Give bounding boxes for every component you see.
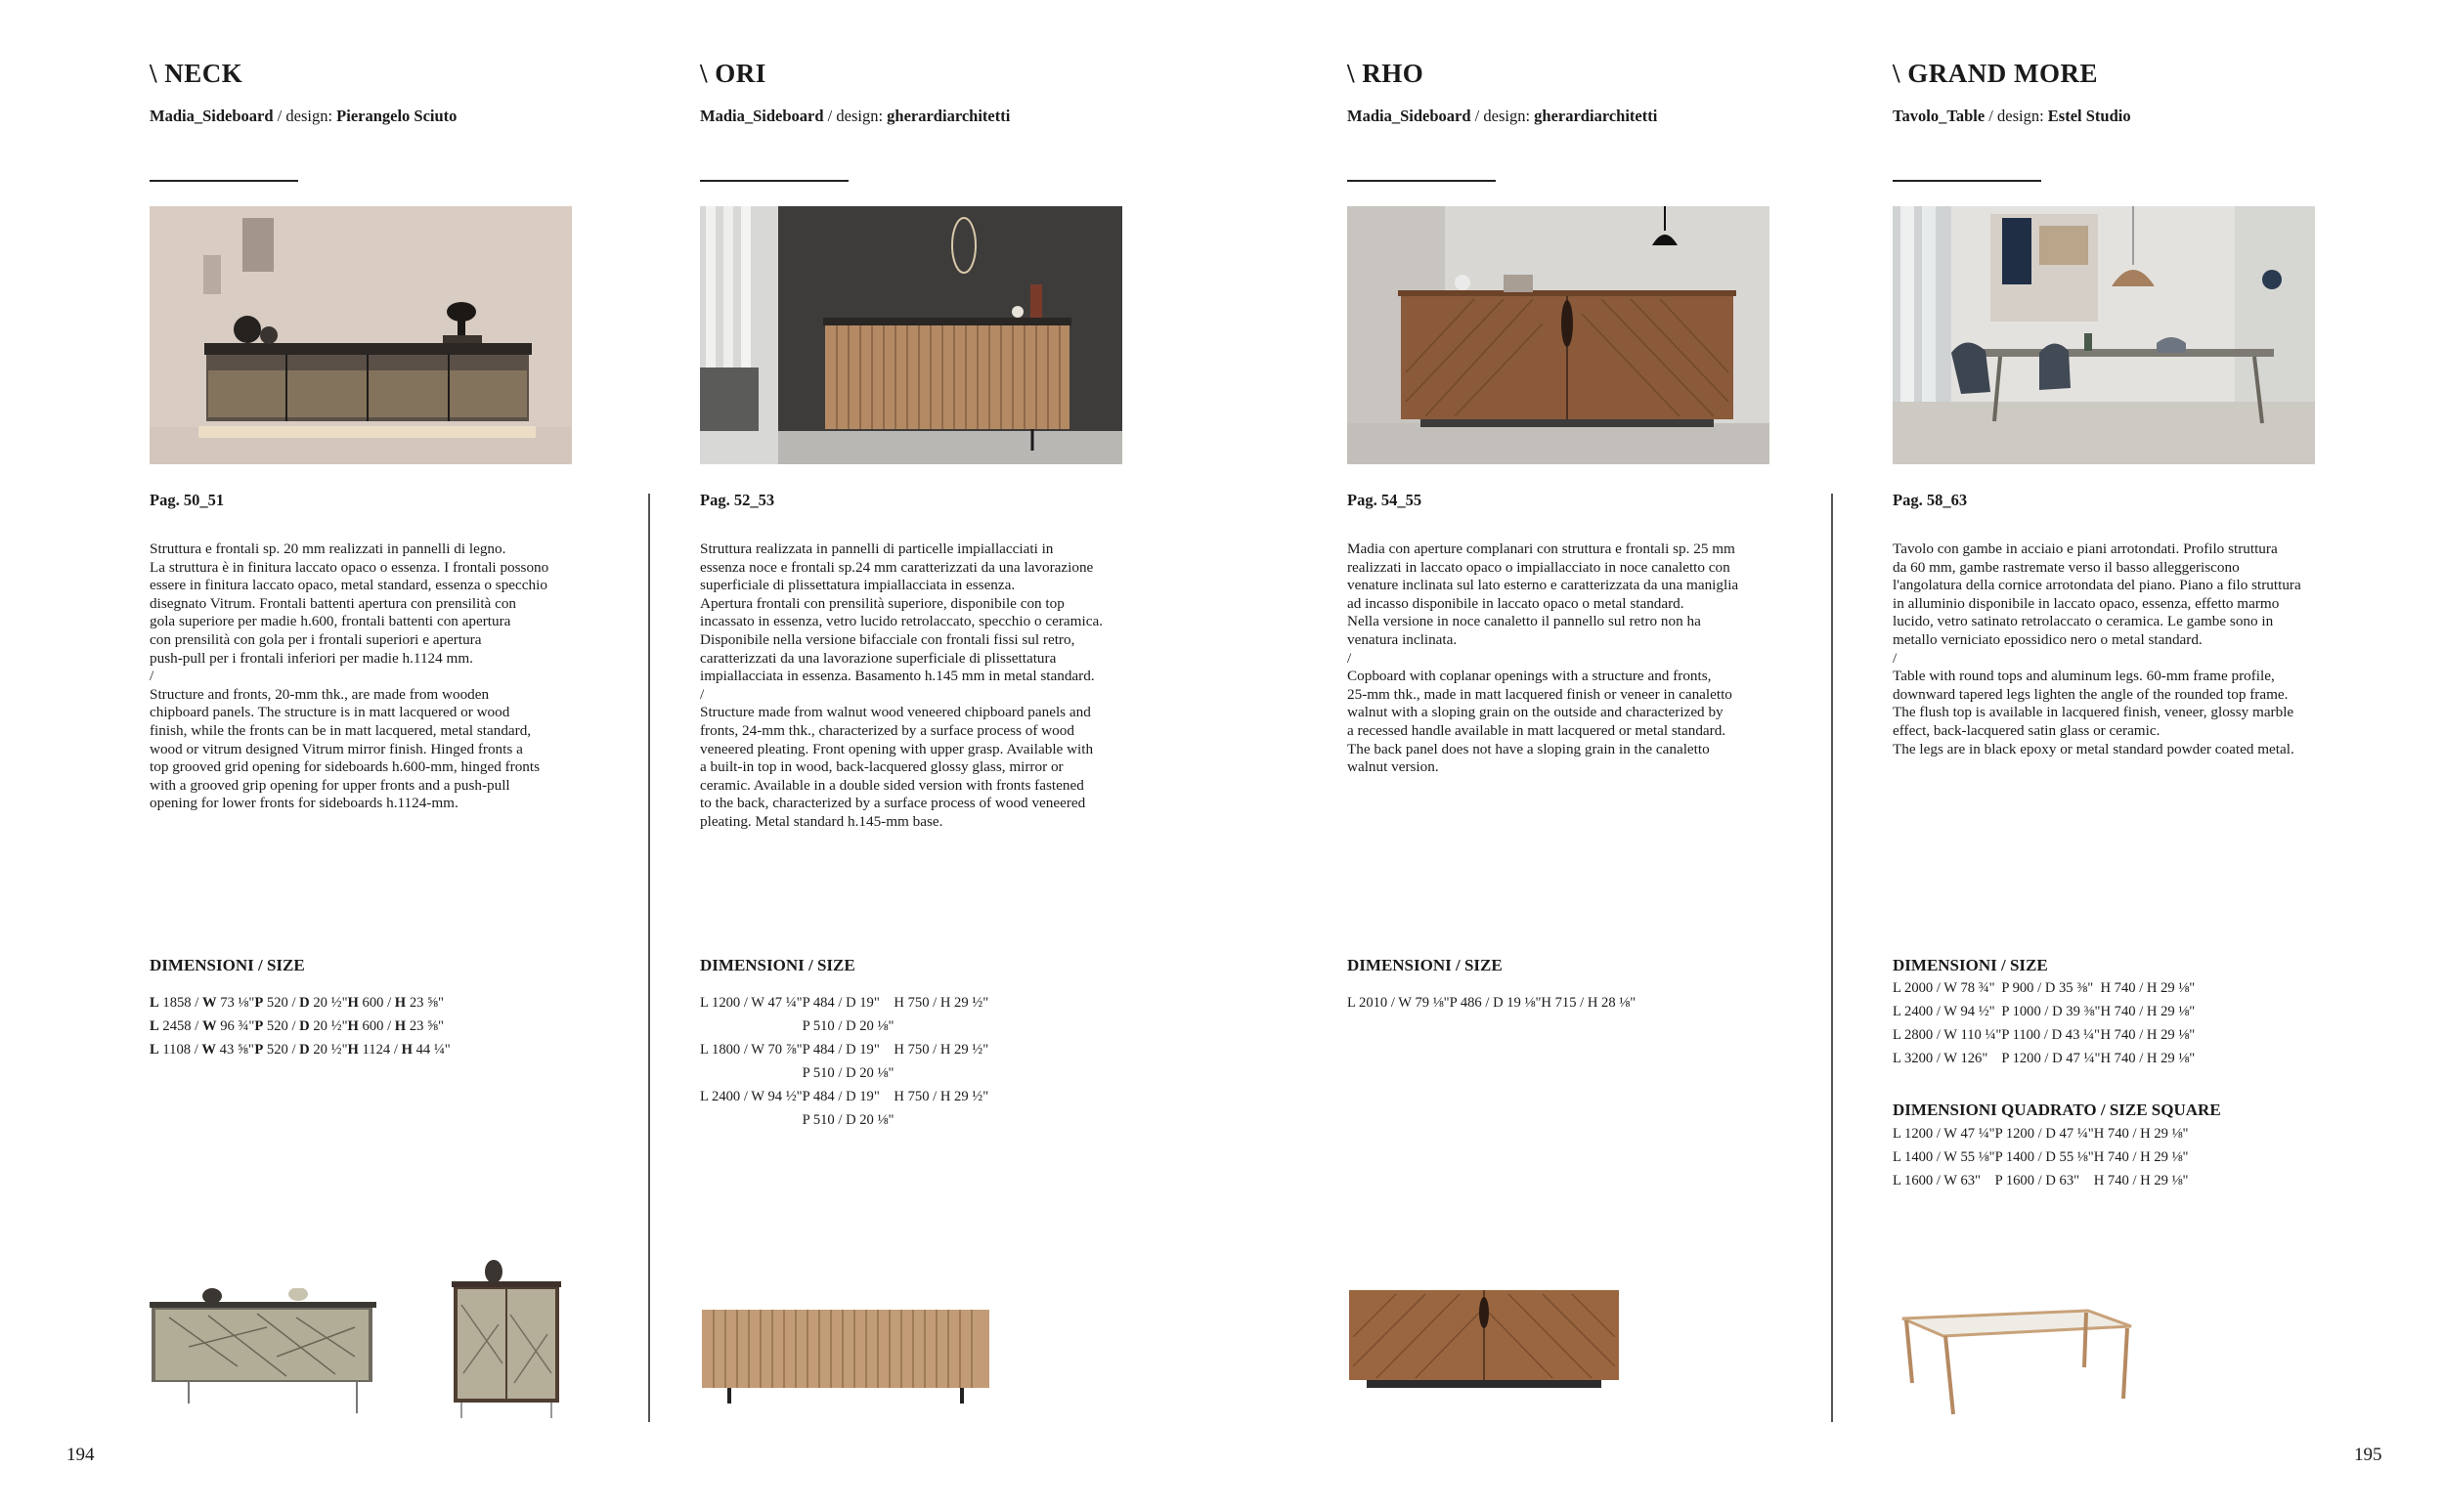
dimensions-heading: DIMENSIONI / SIZE — [700, 956, 855, 974]
page-number-left: 194 — [66, 1445, 95, 1465]
table-row: L 1400 / W 55 ⅛" P 1400 / D 55 ⅛" H 740 / H 29 ⅛" — [1893, 1149, 2189, 1165]
table-row: L 1200 / W 47 ¼" P 484 / D 19" H 750 / H 29 ½" — [700, 995, 989, 1011]
product-title: \ ORI — [700, 59, 766, 88]
product-image-ori-sideboard — [700, 1308, 993, 1420]
dimensions-table — [1347, 995, 1636, 1018]
dimensions-heading: DIMENSIONI / SIZE — [1893, 956, 2048, 974]
product-title: \ NECK — [150, 59, 243, 88]
dimensions-table — [700, 995, 988, 1136]
product-description: Struttura realizzata in pannelli di particelle impiallacciati in essenza noce e frontali sp.24 mm caratterizzati da una lavorazione superficiale di plissettatura impiallacciata in essenza. Apertura frontali con prensilità superiore, disponibile con top incassato in essenza, vetro lucido retrolaccato, specchio o ceramica. Disponibile nella versione bifacciale con frontali fissi sul retro, caratterizzati da una lavorazione superficiale di plissettatura impiallacciata in essenza. Basamento h.145 mm in metal standard. / Structure made from walnut wood veneered chipboard panels and fronts, 24-mm thk., characterized by a surface process of wood veneered pleating. Front opening with upper grasp. Available with a built-in top in wood, back-lacquered glossy glass, mirror or ceramic. Available in a double sided version with fronts fastened to the back, characterized by a surface process of wood veneered pleating. Metal standard h.145-mm base. — [700, 540, 1103, 830]
table-row: L 1200 / W 47 ¼" P 1200 / D 47 ¼" H 740 / H 29 ⅛" — [1893, 1126, 2189, 1142]
page-reference: Pag. 58_63 — [1893, 491, 1968, 509]
table-row: P 510 / D 20 ⅛" — [802, 1112, 895, 1128]
dimensions-square-table — [1893, 1126, 2188, 1196]
title-rule — [1893, 180, 2041, 182]
page-reference: Pag. 54_55 — [1347, 491, 1422, 509]
ambient-photo-ori — [700, 206, 1122, 464]
product-image-rho-sideboard — [1347, 1288, 1621, 1401]
product-image-neck-sideboard — [150, 1288, 376, 1430]
dimensions-heading: DIMENSIONI / SIZE — [1347, 956, 1503, 974]
table-row: L 2400 / W 94 ½" P 484 / D 19" H 750 / H 29 ½" — [700, 1089, 989, 1104]
dimensions-heading: DIMENSIONI / SIZE — [150, 956, 305, 974]
product-description: Tavolo con gambe in acciaio e piani arrotondati. Profilo struttura da 60 mm, gambe rastremate verso il basso alleggeriscono l'angolatura della cornice arrotondata del piano. Piano a filo struttura in alluminio disponibile in laccato opaco, essenza, effetto marmo lucido, vetro satinato retrolaccato o ceramica. Le gambe sono in metallo verniciato epossidico nero o metal standard. / Table with round tops and aluminum legs. 60-mm frame profile, downward tapered legs lighten the angle of the rounded top frame. The flush top is available in lacquered finish, veneer, glossy marble effect, back-lacquered satin glass or ceramic. The legs are in black epoxy or metal standard powder coated metal. — [1893, 540, 2301, 757]
table-row: L 1600 / W 63" P 1600 / D 63" H 740 / H 29 ⅛" — [1893, 1173, 2189, 1188]
ambient-photo-grand-more — [1893, 206, 2315, 464]
column-divider — [648, 494, 650, 1422]
column-divider — [1831, 494, 1833, 1422]
page-reference: Pag. 50_51 — [150, 491, 225, 509]
product-subtitle: Madia_Sideboard / design: gherardiarchitetti — [1347, 107, 1658, 125]
ambient-photo-rho — [1347, 206, 1769, 464]
dimensions-table — [1893, 980, 2195, 1074]
table-row: L 1858 / W 73 ⅛" P 520 / D 20 ½" H 600 / H 23 ⅝" — [150, 995, 444, 1011]
table-row: L 3200 / W 126" P 1200 / D 47 ¼" H 740 / H 29 ⅛" — [1893, 1051, 2196, 1066]
product-title: \ RHO — [1347, 59, 1424, 88]
table-row: L 2000 / W 78 ¾" P 900 / D 35 ⅜" H 740 / H 29 ⅛" — [1893, 980, 2196, 996]
product-subtitle: Madia_Sideboard / design: Pierangelo Sciuto — [150, 107, 458, 125]
table-row: L 2010 / W 79 ⅛" P 486 / D 19 ⅛" H 715 / H 28 ⅛" — [1347, 995, 1637, 1011]
table-row: L 2800 / W 110 ¼" P 1100 / D 43 ¼" H 740 / H 29 ⅛" — [1893, 1027, 2196, 1043]
dimensions-square-heading: DIMENSIONI QUADRATO / SIZE SQUARE — [1893, 1101, 2221, 1119]
product-title: \ GRAND MORE — [1893, 59, 2098, 88]
product-subtitle: Madia_Sideboard / design: gherardiarchitetti — [700, 107, 1011, 125]
table-row: P 510 / D 20 ⅛" — [802, 1065, 895, 1081]
product-subtitle: Tavolo_Table / design: Estel Studio — [1893, 107, 2131, 125]
table-row: L 2458 / W 96 ¾" P 520 / D 20 ½" H 600 / H 23 ⅝" — [150, 1018, 444, 1034]
table-row: L 2400 / W 94 ½" P 1000 / D 39 ⅜" H 740 / H 29 ⅛" — [1893, 1004, 2196, 1019]
dimensions-table — [150, 995, 451, 1065]
page-reference: Pag. 52_53 — [700, 491, 775, 509]
product-image-grand-more-table — [1893, 1305, 2137, 1427]
title-rule — [700, 180, 849, 182]
title-rule — [150, 180, 298, 182]
title-rule — [1347, 180, 1496, 182]
table-row: L 1108 / W 43 ⅝" P 520 / D 20 ½" H 1124 / H 44 ¼" — [150, 1042, 451, 1058]
product-description: Madia con aperture complanari con struttura e frontali sp. 25 mm realizzati in laccato opaco o impiallacciato in noce canaletto con venature inclinata sul lato esterno e caratterizzata da una maniglia ad incasso disponibile in laccato opaco o metal standard. Nella versione in noce canaletto il pannello sul retro non ha venatura inclinata. / Copboard with coplanar openings with a structure and fronts, 25-mm thk., made in matt lacquered finish or veneer in canaletto walnut with a sloping grain on the outside and characterized by a recessed handle available in matt lacquered or metal standard. The back panel does not have a sloping grain in the canaletto walnut version. — [1347, 540, 1739, 776]
table-row: P 510 / D 20 ⅛" — [802, 1018, 895, 1034]
ambient-photo-neck — [150, 206, 572, 464]
page-number-right: 195 — [2354, 1445, 2382, 1465]
table-row: L 1800 / W 70 ⅞" P 484 / D 19" H 750 / H 29 ½" — [700, 1042, 989, 1058]
product-description: Struttura e frontali sp. 20 mm realizzati in pannelli di legno. La struttura è in finitura laccato opaco o essenza. I frontali possono essere in finitura laccato opaco, metal standard, essenza o specchio disegnato Vitrum. Frontali battenti apertura con prensilità con gola superiore per madie h.600, frontali battenti con apertura con prensilità con gola per i frontali superiori e apertura push-pull per i frontali inferiori per madie h.1124 mm. / Structure and fronts, 20-mm thk., are made from wooden chipboard panels. The structure is in matt lacquered or wood finish, while the fronts can be in matt lacquered, metal standard, wood or vitrum designed Vitrum mirror finish. Hinged fronts a top grooved grid opening for sideboards h.600-mm, hinged fronts with a grooved grip opening for upper fronts and a push-pull opening for lower fronts for sideboards h.1124-mm. — [150, 540, 549, 812]
product-image-neck-cabinet — [450, 1256, 565, 1427]
